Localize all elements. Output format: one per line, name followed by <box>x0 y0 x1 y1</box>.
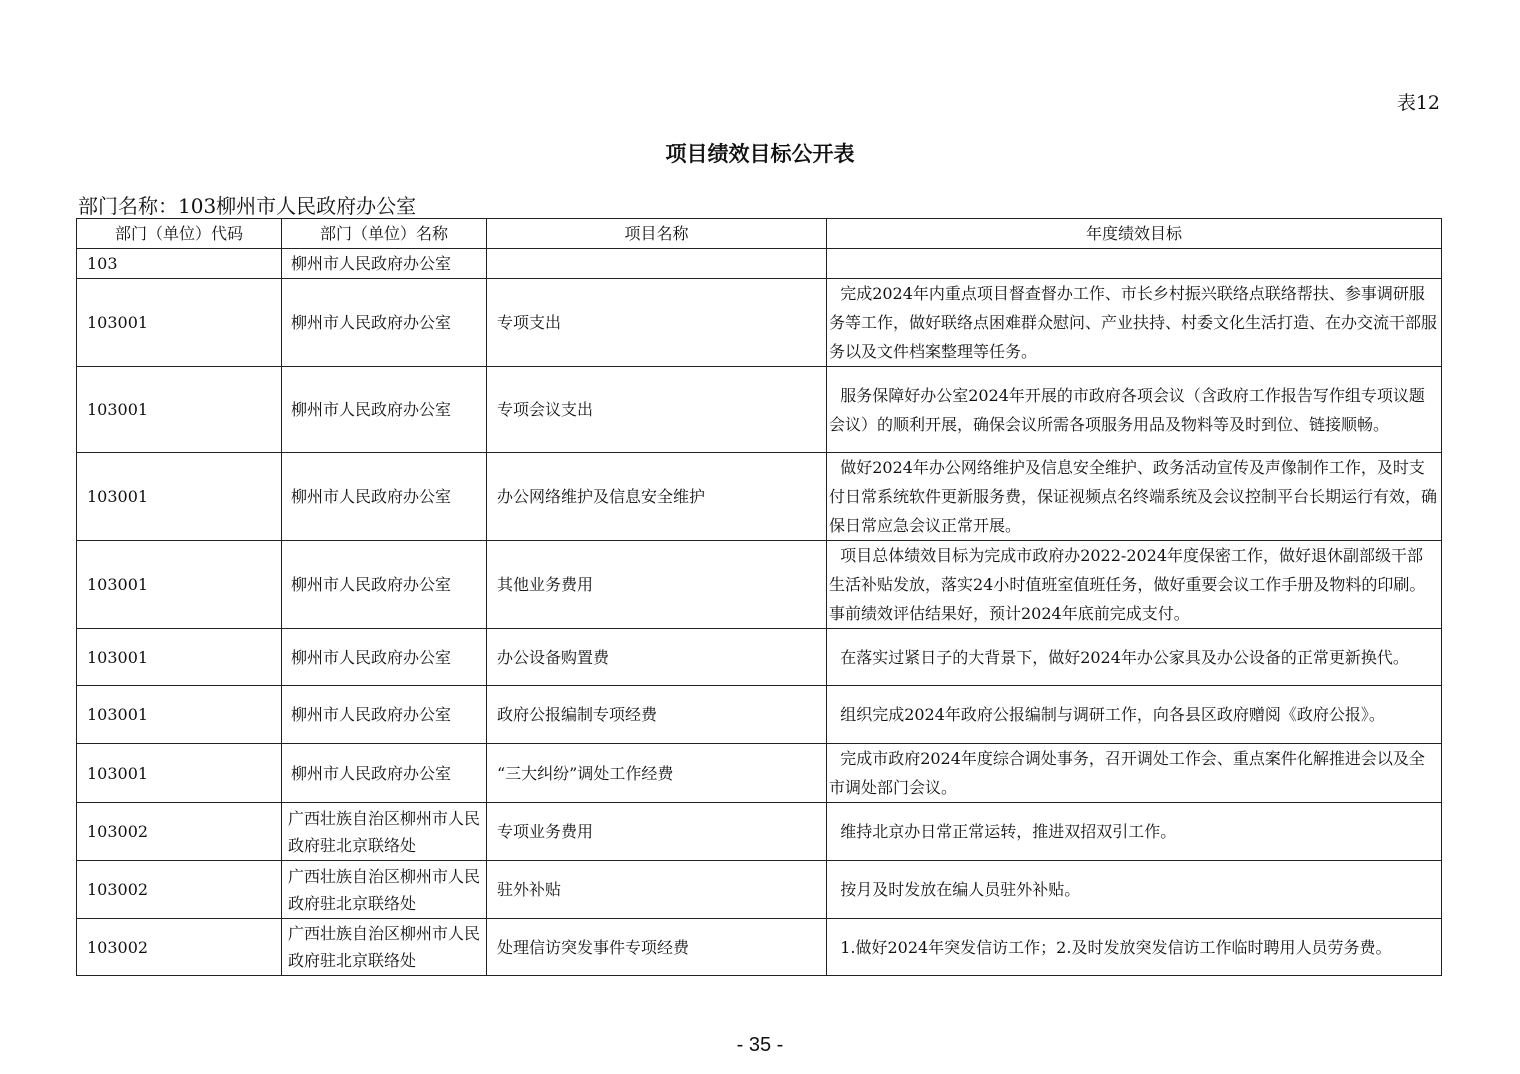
cell-unit: 广西壮族自治区柳州市人民政府驻北京联络处 <box>282 861 487 919</box>
table-row <box>77 367 1442 453</box>
cell-goal: 项目总体绩效目标为完成市政府办2022-2024年度保密工作，做好退休副部级干部生活补贴发放，落实24小时值班室值班任务，做好重要会议工作手册及物料的印刷。事前绩效评估结果好，预计2024年底前完成支付。 <box>827 541 1442 629</box>
cell-code: 103 <box>77 249 282 279</box>
cell-project: 专项支出 <box>487 279 827 367</box>
cell-goal: 组织完成2024年政府公报编制与调研工作，向各县区政府赠阅《政府公报》。 <box>827 686 1442 744</box>
cell-code: 103001 <box>77 453 282 541</box>
cell-project <box>487 249 827 279</box>
cell-project: 处理信访突发事件专项经费 <box>487 919 827 976</box>
cell-unit: 柳州市人民政府办公室 <box>282 541 487 629</box>
cell-project: “三大纠纷”调处工作经费 <box>487 744 827 803</box>
cell-project: 专项业务费用 <box>487 803 827 861</box>
table-row <box>77 686 1442 744</box>
col-header-goal: 年度绩效目标 <box>827 219 1442 249</box>
cell-unit: 柳州市人民政府办公室 <box>282 744 487 803</box>
cell-code: 103001 <box>77 686 282 744</box>
cell-unit: 柳州市人民政府办公室 <box>282 367 487 453</box>
cell-project: 政府公报编制专项经费 <box>487 686 827 744</box>
table-header-row <box>77 219 1442 249</box>
col-header-project: 项目名称 <box>487 219 827 249</box>
performance-goals-table <box>76 218 1442 976</box>
table-row <box>77 279 1442 367</box>
cell-goal: 1.做好2024年突发信访工作；2.及时发放突发信访工作临时聘用人员劳务费。 <box>827 919 1442 976</box>
cell-code: 103001 <box>77 629 282 686</box>
table-row <box>77 629 1442 686</box>
cell-project: 专项会议支出 <box>487 367 827 453</box>
cell-unit: 柳州市人民政府办公室 <box>282 686 487 744</box>
cell-code: 103001 <box>77 744 282 803</box>
table-row <box>77 861 1442 919</box>
table-row <box>77 541 1442 629</box>
table-row <box>77 249 1442 279</box>
cell-unit: 柳州市人民政府办公室 <box>282 453 487 541</box>
cell-project: 办公设备购置费 <box>487 629 827 686</box>
table-row <box>77 803 1442 861</box>
col-header-unit: 部门（单位）名称 <box>282 219 487 249</box>
document-title: 项目绩效目标公开表 <box>665 142 855 166</box>
cell-goal <box>827 249 1442 279</box>
cell-goal: 完成市政府2024年度综合调处事务，召开调处工作会、重点案件化解推进会以及全市调处部门会议。 <box>827 744 1442 803</box>
cell-code: 103002 <box>77 861 282 919</box>
cell-unit: 广西壮族自治区柳州市人民政府驻北京联络处 <box>282 919 487 976</box>
cell-goal: 按月及时发放在编人员驻外补贴。 <box>827 861 1442 919</box>
department-name-line: 部门名称：103柳州市人民政府办公室 <box>78 194 417 218</box>
cell-unit: 柳州市人民政府办公室 <box>282 279 487 367</box>
col-header-code: 部门（单位）代码 <box>77 219 282 249</box>
cell-code: 103002 <box>77 919 282 976</box>
cell-goal: 完成2024年内重点项目督查督办工作、市长乡村振兴联络点联络帮扶、参事调研服务等工作，做好联络点困难群众慰问、产业扶持、村委文化生活打造、在办交流干部服务以及文件档案整理等任务。 <box>827 279 1442 367</box>
table-row <box>77 919 1442 976</box>
page-number: - 35 - <box>736 1034 784 1056</box>
table-number: 表12 <box>1396 92 1440 114</box>
cell-code: 103002 <box>77 803 282 861</box>
cell-project: 驻外补贴 <box>487 861 827 919</box>
cell-unit: 柳州市人民政府办公室 <box>282 629 487 686</box>
cell-project: 其他业务费用 <box>487 541 827 629</box>
cell-code: 103001 <box>77 279 282 367</box>
table-row <box>77 453 1442 541</box>
cell-code: 103001 <box>77 541 282 629</box>
cell-goal: 维持北京办日常正常运转，推进双招双引工作。 <box>827 803 1442 861</box>
cell-goal: 在落实过紧日子的大背景下，做好2024年办公家具及办公设备的正常更新换代。 <box>827 629 1442 686</box>
cell-code: 103001 <box>77 367 282 453</box>
cell-project: 办公网络维护及信息安全维护 <box>487 453 827 541</box>
table-row <box>77 744 1442 803</box>
cell-goal: 服务保障好办公室2024年开展的市政府各项会议（含政府工作报告写作组专项议题会议）的顺利开展，确保会议所需各项服务用品及物料等及时到位、链接顺畅。 <box>827 367 1442 453</box>
cell-goal: 做好2024年办公网络维护及信息安全维护、政务活动宣传及声像制作工作，及时支付日常系统软件更新服务费，保证视频点名终端系统及会议控制平台长期运行有效，确保日常应急会议正常开展。 <box>827 453 1442 541</box>
cell-unit: 柳州市人民政府办公室 <box>282 249 487 279</box>
cell-unit: 广西壮族自治区柳州市人民政府驻北京联络处 <box>282 803 487 861</box>
